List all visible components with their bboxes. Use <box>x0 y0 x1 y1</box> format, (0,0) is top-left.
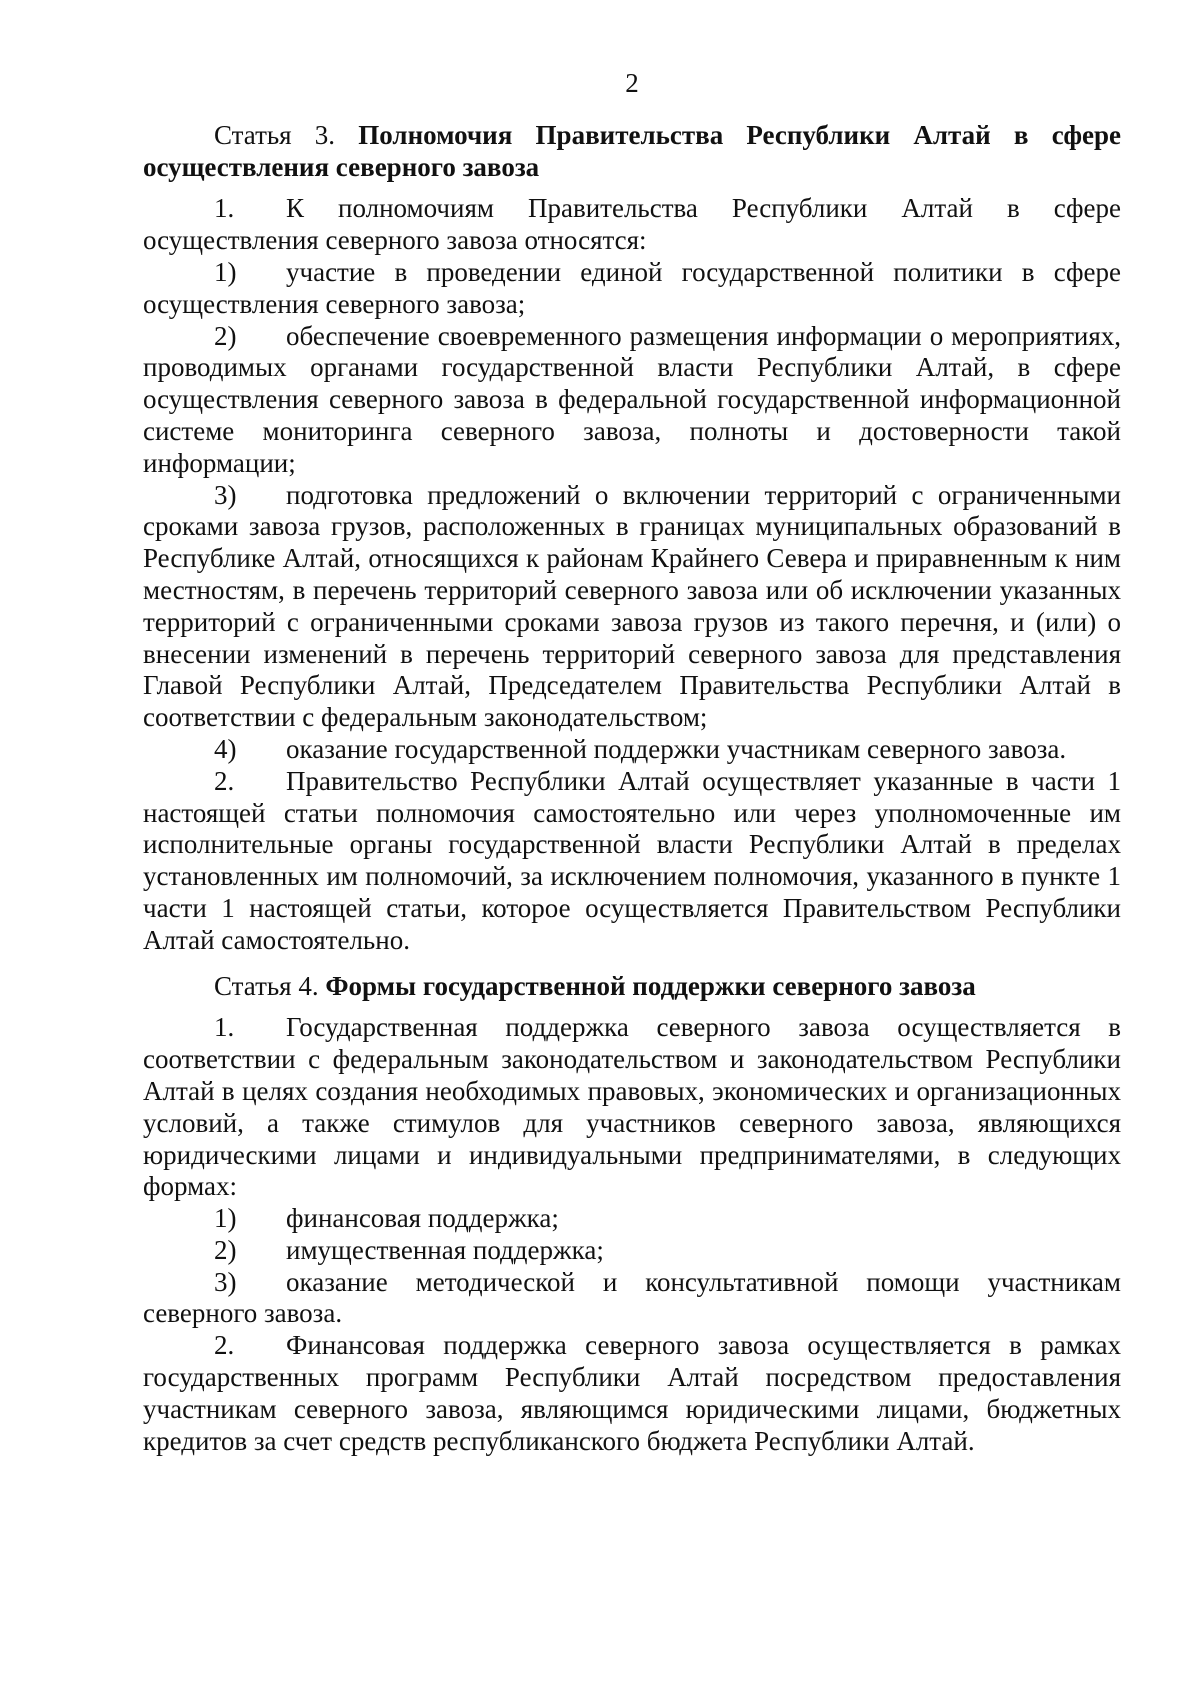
part-text: Правительство Республики Алтай осуществляет указанные в части 1 настоящей статьи полномочия самостоятельно или через уполномоченные им исполнительные органы государственной власти Республики Алтай в пределах установленных им полномочий, за исключением полномочия, указанного в пункте 1 части 1 настоящей статьи, которое осуществляется Правительством Республики Алтай самостоятельно. <box>143 765 1121 955</box>
article-3-item-4 <box>143 734 1121 766</box>
article-4-heading <box>143 971 1121 1003</box>
item-number: 1) <box>214 1203 237 1234</box>
article-4-item-2 <box>143 1235 1121 1267</box>
article-3-item-1 <box>143 257 1121 321</box>
item-number: 2) <box>214 1234 237 1265</box>
part-text: К полномочиям Правительства Республики Алтай в сфере осуществления северного завоза относятся: <box>143 193 1121 256</box>
item-number: 2) <box>214 320 237 351</box>
article-4-item-1 <box>143 1203 1121 1235</box>
part-number: 1. <box>214 1012 235 1043</box>
part-number: 2. <box>214 1330 235 1361</box>
part-number: 1. <box>214 193 235 224</box>
item-text: оказание методической и консультативной помощи участникам северного завоза. <box>143 1266 1121 1329</box>
item-number: 1) <box>214 256 237 287</box>
item-number: 3) <box>214 479 237 510</box>
item-text: участие в проведении единой государственной политики в сфере осуществления северного завоза; <box>143 256 1121 319</box>
article-3-part-2 <box>143 766 1121 957</box>
item-text: подготовка предложений о включении территорий с ограниченными сроками завоза грузов, расположенных в границах муниципальных образований в Республике Алтай, относящихся к районам Крайнего Севера и приравненным к ним местностям, в перечень территорий северного завоза или об исключении указанных территорий с ограниченными сроками завоза грузов из такого перечня, и (или) о внесении изменений в перечень территорий северного завоза для представления Главой Республики Алтай, Председателем Правительства Республики Алтай в соответствии с федеральным законодательством; <box>143 479 1121 733</box>
article-3-item-3 <box>143 480 1121 734</box>
article-4-title: Формы государственной поддержки северного завоза <box>325 970 976 1001</box>
document-page <box>143 60 1121 1457</box>
part-number: 2. <box>214 765 235 796</box>
item-text: финансовая поддержка; <box>286 1203 559 1234</box>
article-3-heading <box>143 120 1121 184</box>
spacer <box>143 957 1121 971</box>
item-text: оказание государственной поддержки участникам северного завоза. <box>286 733 1067 764</box>
item-number: 4) <box>214 733 237 764</box>
article-4-item-3 <box>143 1267 1121 1331</box>
part-text: Финансовая поддержка северного завоза осуществляется в рамках государственных программ Республики Алтай посредством предоставления участникам северного завоза, являющимся юридическими лицами, бюджетных кредитов за счет средств республиканского бюджета Республики Алтай. <box>143 1330 1121 1456</box>
page-number: 2 <box>625 68 639 98</box>
article-3-title: Полномочия Правительства Республики Алтай в сфере осуществления северного завоза <box>143 119 1121 182</box>
article-4-part-2 <box>143 1330 1121 1457</box>
article-3-label: Статья 3. <box>214 119 336 150</box>
item-number: 3) <box>214 1266 237 1297</box>
article-3-part-1 <box>143 193 1121 257</box>
article-3-item-2 <box>143 321 1121 480</box>
part-text: Государственная поддержка северного завоза осуществляется в соответствии с федеральным законодательством и законодательством Республики Алтай в целях создания необходимых правовых, экономических и организационных условий, а также стимулов для участников северного завоза, являющихся юридическими лицами и индивидуальными предпринимателями, в следующих формах: <box>143 1012 1121 1202</box>
article-4-label: Статья 4. <box>214 970 319 1001</box>
item-text: имущественная поддержка; <box>286 1234 604 1265</box>
article-4-part-1 <box>143 1012 1121 1203</box>
item-text: обеспечение своевременного размещения информации о мероприятиях, проводимых органами государственной власти Республики Алтай, в сфере осуществления северного завоза в федеральной государственной информационной системе мониторинга северного завоза, полноты и достоверности такой информации; <box>143 320 1121 478</box>
